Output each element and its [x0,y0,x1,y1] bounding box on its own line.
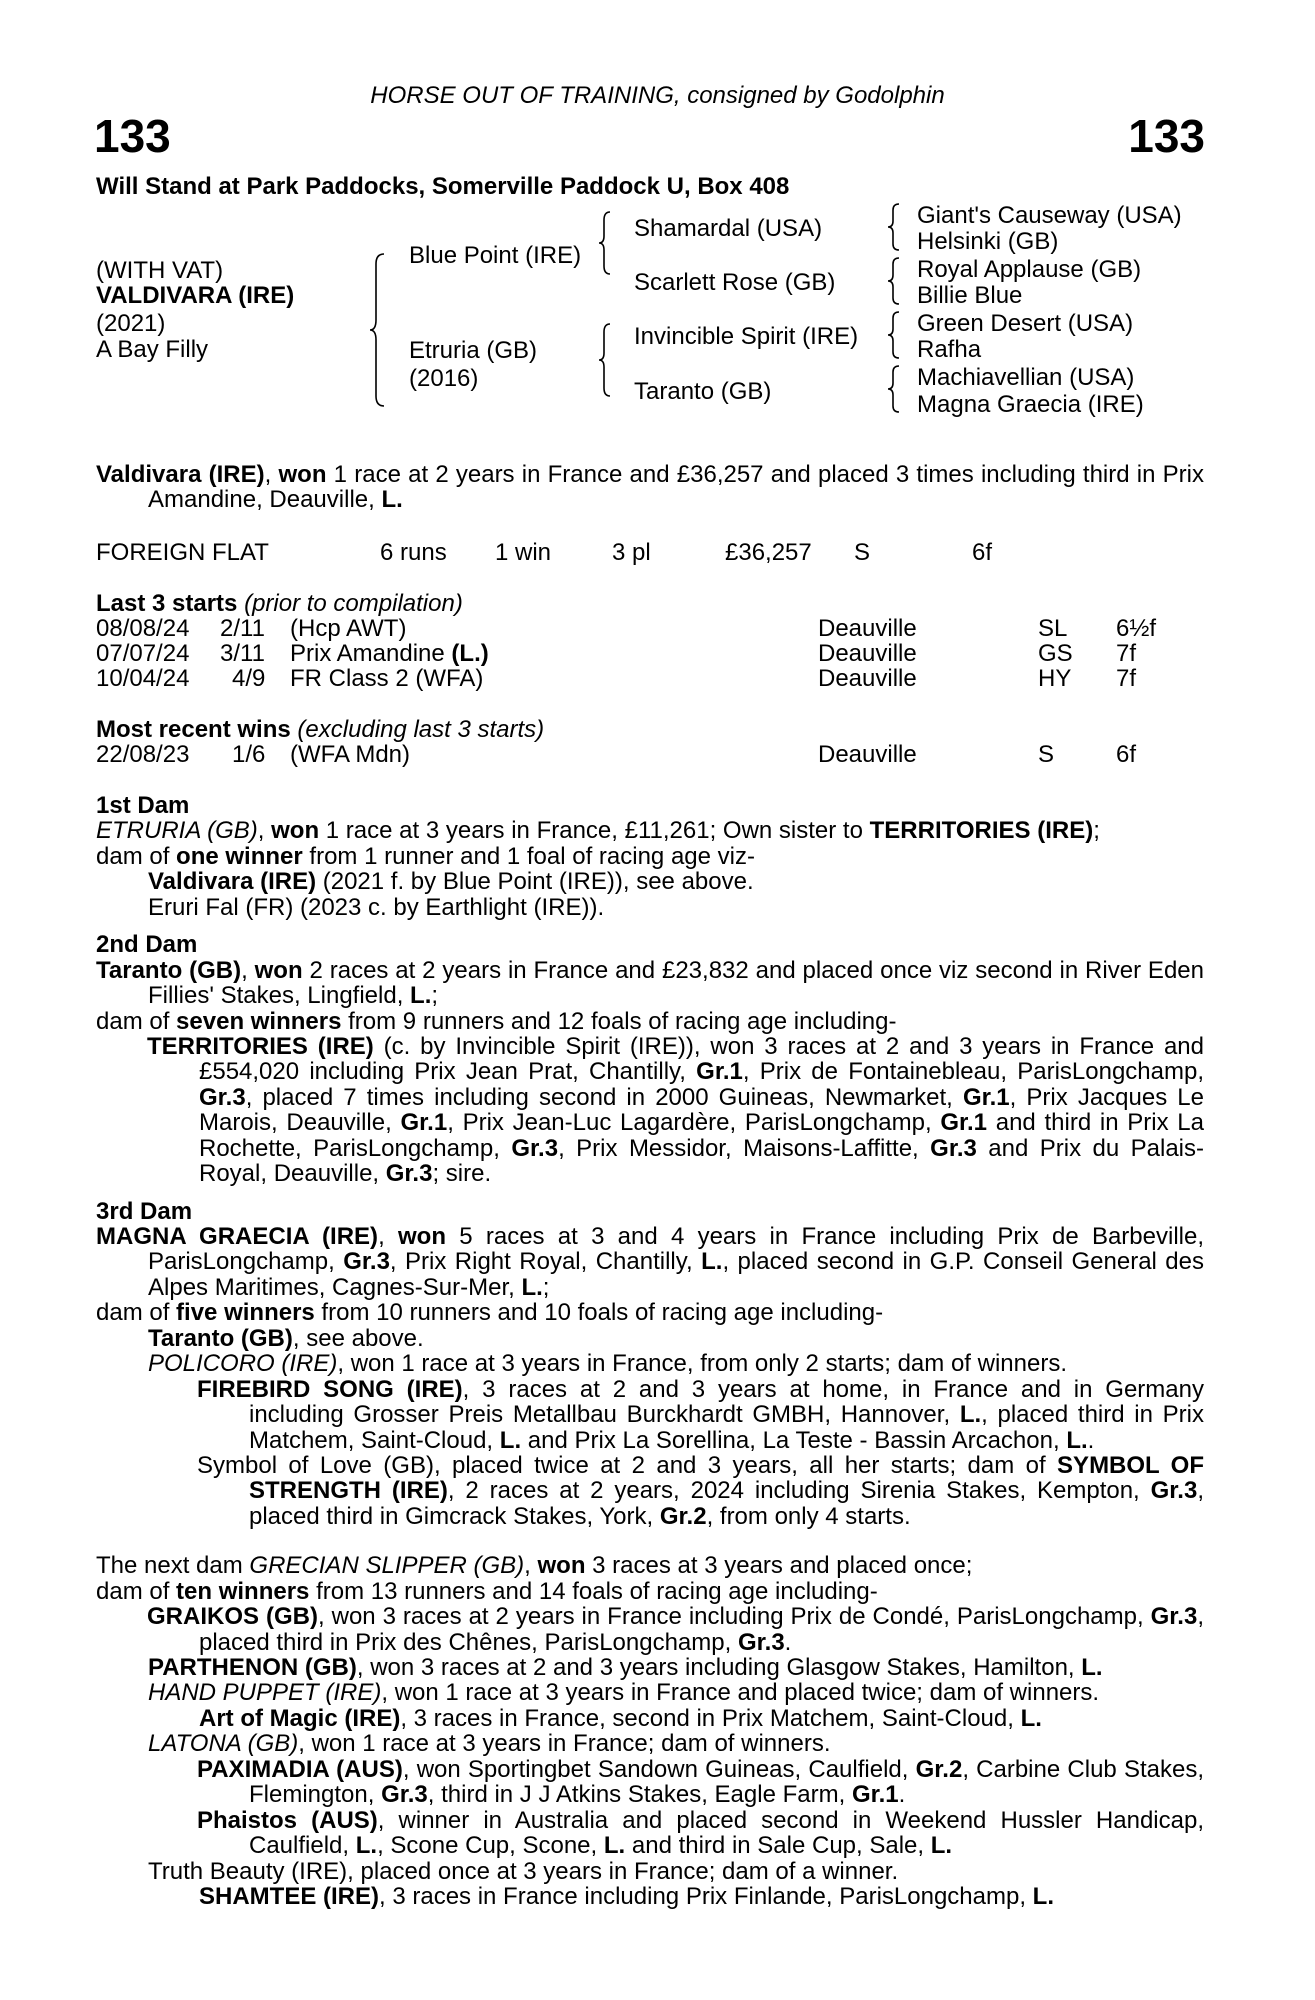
last3-going: SL [1038,615,1068,642]
recent-going: S [1038,741,1055,768]
brace-ss [886,202,902,252]
brace-ds [886,310,902,360]
record-earnings: £36,257 [725,539,812,566]
pedigree-dss: Green Desert (USA) [917,310,1134,337]
third-dam-grandfoal: Symbol of Love (GB), placed twice at 2 and 3 years, all her starts; dam of SYMBOL OF STRENGTH (IRE), 2 races at 2 years, 2024 including Sirenia Stakes, Kempton, Gr.3, placed third in Gimcrack Stakes, York, Gr.2, from only 4 starts. [197,1451,1205,1530]
record-wins: 1 win [495,539,552,566]
pedigree-dsd: Rafha [917,336,982,363]
next-dam-foal: GRAIKOS (GB), won 3 races at 2 years in France including Prix de Condé, ParisLongchamp, Gr.3, placed third in Prix des Chênes, ParisLongchamp, Gr.3. [147,1603,1204,1656]
next-dam-foal: Truth Beauty (IRE), placed once at 3 years in France; dam of a winner. [148,1857,899,1885]
pedigree-dam: Etruria (GB) [409,337,538,364]
brace-dd [886,364,902,414]
recent-race: (WFA Mdn) [290,741,411,768]
second-dam-heading: 2nd Dam [96,931,198,959]
last3-pos: 3/11 [220,640,265,667]
last3-date: 10/04/24 [96,665,190,692]
horse-year: (2021) [96,310,166,337]
first-dam-foal: Valdivara (IRE) (2021 f. by Blue Point (IRE)), see above. [148,868,754,896]
pedigree-dds: Machiavellian (USA) [917,364,1135,391]
brace-sd [886,256,902,306]
third-dam-foal: POLICORO (IRE), won 1 race at 3 years in France, from only 2 starts; dam of winners. [148,1350,1067,1378]
last3-race: Prix Amandine (L.) [290,640,489,667]
recent-pos: 1/6 [232,741,266,768]
last3-course: Deauville [818,640,917,667]
horse-name: VALDIVARA (IRE) [96,282,295,309]
next-dam-grandfoal: Phaistos (AUS), winner in Australia and placed second in Weekend Hussler Handicap, Caulfield, L., Scone Cup, Scone, L. and third in Sale Cup, Sale, L. [197,1806,1204,1860]
third-dam-grandfoal: FIREBIRD SONG (IRE), 3 races at 2 and 3 years at home, in France and in Germany including Grosser Preis Metallbau Burckhardt GMBH, Hannover, L., placed third in Prix Matchem, Saint-Cloud, L. and Prix La Sorellina, La Teste - Bassin Arcachon, L.. [197,1375,1205,1454]
lot-number-right: 133 [1128,110,1205,162]
first-dam-heading: 1st Dam [96,792,190,819]
record-placed: 3 pl [612,539,651,566]
last3-dist: 7f [1116,665,1137,692]
next-dam-produce: dam of ten winners from 13 runners and 14 foals of racing age including- [96,1577,878,1605]
second-dam-produce: dam of seven winners from 9 runners and 12 foals of racing age including- [96,1007,897,1035]
last3-date: 08/08/24 [96,615,190,642]
next-dam-grandfoal: PAXIMADIA (AUS), won Sportingbet Sandown Guineas, Caulfield, Gr.2, Carbine Club Stakes, Flemington, Gr.3, third in J J Atkins Stakes, Eagle Farm, Gr.1. [197,1755,1204,1809]
horse-description: A Bay Filly [96,336,209,363]
pedigree-ssd: Helsinki (GB) [917,228,1059,255]
recent-dist: 6f [1116,741,1137,768]
next-dam-grandfoal: SHAMTEE (IRE), 3 races in France including Prix Finlande, ParisLongchamp, L. [199,1882,1054,1910]
last3-dist: 6½f [1116,615,1157,642]
pedigree-sss: Giant's Causeway (USA) [917,202,1182,229]
race-summary: Valdivara (IRE), won 1 race at 2 years in France and £36,257 and placed 3 times including third in Prix Amandine, Deauville, L. [96,461,1205,514]
third-dam-line: MAGNA GRAECIA (IRE), won 5 races at 3 and 4 years in France including Prix de Barbeville, ParisLongchamp, Gr.3, Prix Right Royal, Chantilly, L., placed second in G.P. Conseil General des Alpes Maritimes, Cagnes-Sur-Mer, L.; [96,1223,1205,1301]
brace-dam [597,322,613,398]
vat-note: (WITH VAT) [96,257,224,284]
second-dam-line: Taranto (GB), won 2 races at 2 years in France and £23,832 and placed once viz second in River Eden Fillies' Stakes, Lingfield, L.; [96,956,1204,1010]
third-dam-heading: 3rd Dam [96,1197,193,1225]
next-dam-foal: LATONA (GB), won 1 race at 3 years in France; dam of winners. [148,1730,831,1758]
next-dam-line: The next dam GRECIAN SLIPPER (GB), won 3 races at 3 years and placed once; [96,1552,973,1580]
brace-sire [597,210,613,276]
pedigree-dam-sire: Invincible Spirit (IRE) [634,323,859,350]
dam-sections [96,793,1204,1909]
pedigree-sire-dam: Scarlett Rose (GB) [634,269,836,296]
record-going: S [854,539,871,566]
first-dam-foal: Eruri Fal (FR) (2023 c. by Earthlight (IRE)). [148,893,605,921]
page-title: HORSE OUT OF TRAINING, consigned by Godolphin [370,82,945,109]
last3-dist: 7f [1116,640,1137,667]
last3-pos: 2/11 [220,615,265,642]
first-dam-produce: dam of one winner from 1 runner and 1 foal of racing age viz- [96,842,755,870]
last3-race: FR Class 2 (WFA) [290,665,484,692]
third-dam-produce: dam of five winners from 10 runners and 10 foals of racing age including- [96,1299,884,1327]
last3-going: HY [1038,665,1072,692]
last3-date: 07/07/24 [96,640,190,667]
last3-course: Deauville [818,615,917,642]
last3-race: (Hcp AWT) [290,615,407,642]
recent-course: Deauville [818,741,917,768]
lot-number-left: 133 [94,110,171,162]
next-dam-foal: HAND PUPPET (IRE), won 1 race at 3 years in France and placed twice; dam of winners. [148,1679,1100,1707]
stand-location: Will Stand at Park Paddocks, Somerville Paddock U, Box 408 [96,173,790,200]
pedigree-sds: Royal Applause (GB) [917,256,1142,283]
pedigree-sire-sire: Shamardal (USA) [634,215,823,242]
record-distance: 6f [972,539,993,566]
pedigree-sire: Blue Point (IRE) [409,242,582,269]
record-runs: 6 runs [380,539,447,566]
next-dam-foal: PARTHENON (GB), won 3 races at 2 and 3 years including Glasgow Stakes, Hamilton, L. [148,1654,1103,1681]
last3-going: GS [1038,640,1073,667]
first-dam-line: ETRURIA (GB), won 1 race at 3 years in France, £11,261; Own sister to TERRITORIES (IRE); [96,817,1100,845]
third-dam-foal: Taranto (GB), see above. [148,1324,424,1352]
next-dam-grandfoal: Art of Magic (IRE), 3 races in France, second in Prix Matchem, Saint-Cloud, L. [199,1704,1042,1732]
brace-parents [368,252,388,408]
last3-heading: Last 3 starts (prior to compilation) [96,590,463,617]
second-dam-foal: TERRITORIES (IRE) (c. by Invincible Spirit (IRE)), won 3 races at 2 and 3 years in France and £554,020 including Prix Jean Prat, Chantilly, Gr.1, Prix de Fontainebleau, ParisLongchamp, Gr.3, placed 7 times including second in 2000 Guineas, Newmarket, Gr.1, Prix Jacques Le Marois, Deauville, Gr.1, Prix Jean-Luc Lagardère, ParisLongchamp, Gr.1 and third in Prix La Rochette, ParisLongchamp, Gr.3, Prix Messidor, Maisons-Laffitte, Gr.3 and Prix du Palais-Royal, Deauville, Gr.3; sire. [147,1032,1205,1188]
pedigree-dam-year: (2016) [409,365,479,392]
last3-course: Deauville [818,665,917,692]
recent-heading: Most recent wins (excluding last 3 starts) [96,716,545,743]
record-type: FOREIGN FLAT [96,539,269,566]
pedigree-sdd: Billie Blue [917,282,1023,309]
pedigree-dam-dam: Taranto (GB) [634,378,772,405]
last3-pos: 4/9 [232,665,266,692]
recent-date: 22/08/23 [96,741,190,768]
pedigree-ddd: Magna Graecia (IRE) [917,391,1144,418]
